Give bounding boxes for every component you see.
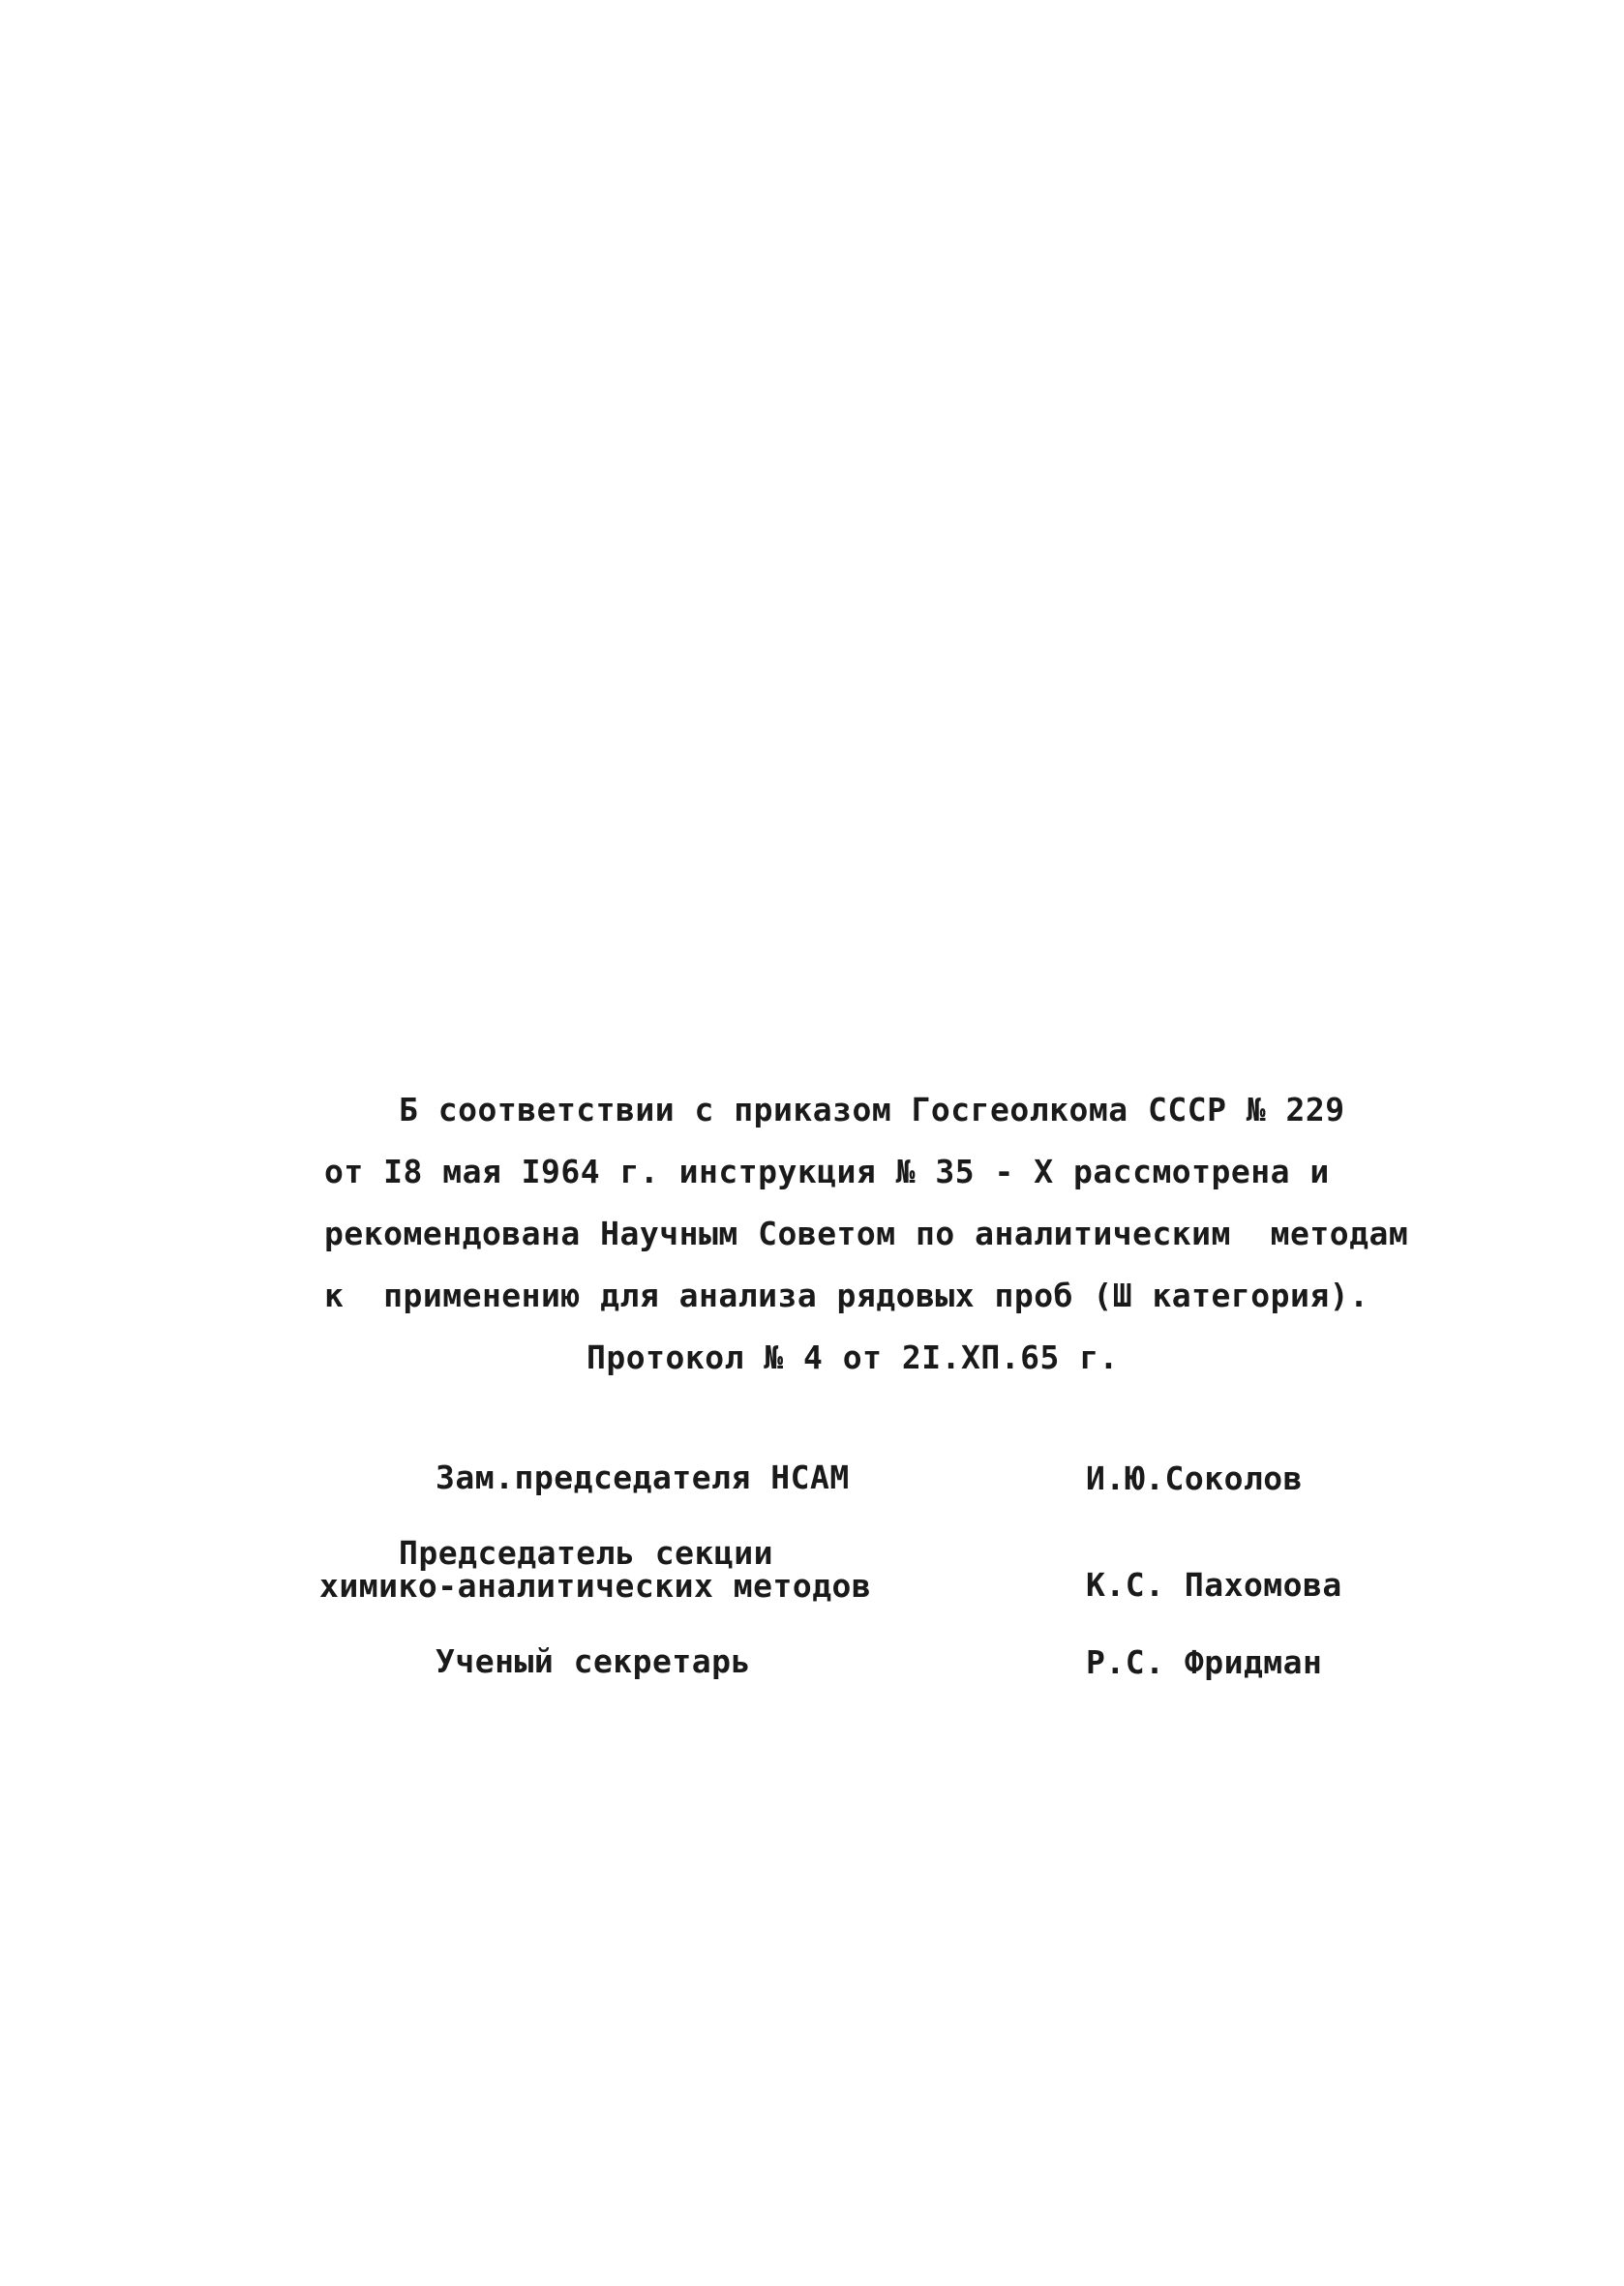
signature-role-secretary: Ученый секретарь	[436, 1642, 751, 1680]
signature-role-section-chair-line1: Председатель секции	[399, 1534, 773, 1572]
approval-line-2: от I8 мая I964 г. инструкция № 35 - Х рассмотрена и	[324, 1153, 1330, 1190]
signature-name-pakhomova: К.С. Пахомова	[1086, 1566, 1342, 1604]
protocol-line: Протокол № 4 от 2I.XП.65 г.	[586, 1339, 1119, 1376]
approval-line-3: рекомендована Научным Советом по аналитическим методам	[324, 1215, 1409, 1252]
approval-line-1: Б соответствии с приказом Госгеолкома СССР № 229	[399, 1091, 1345, 1128]
signature-name-sokolov: И.Ю.Соколов	[1086, 1459, 1304, 1497]
signature-name-fridman: Р.С. Фридман	[1086, 1643, 1323, 1681]
signature-role-deputy-chair: Зам.председателя НСАМ	[436, 1459, 850, 1496]
signature-role-section-chair-line2: химико-аналитических методов	[319, 1567, 872, 1605]
approval-line-4: к применению для анализа рядовых проб (Ш категория).	[324, 1277, 1369, 1314]
